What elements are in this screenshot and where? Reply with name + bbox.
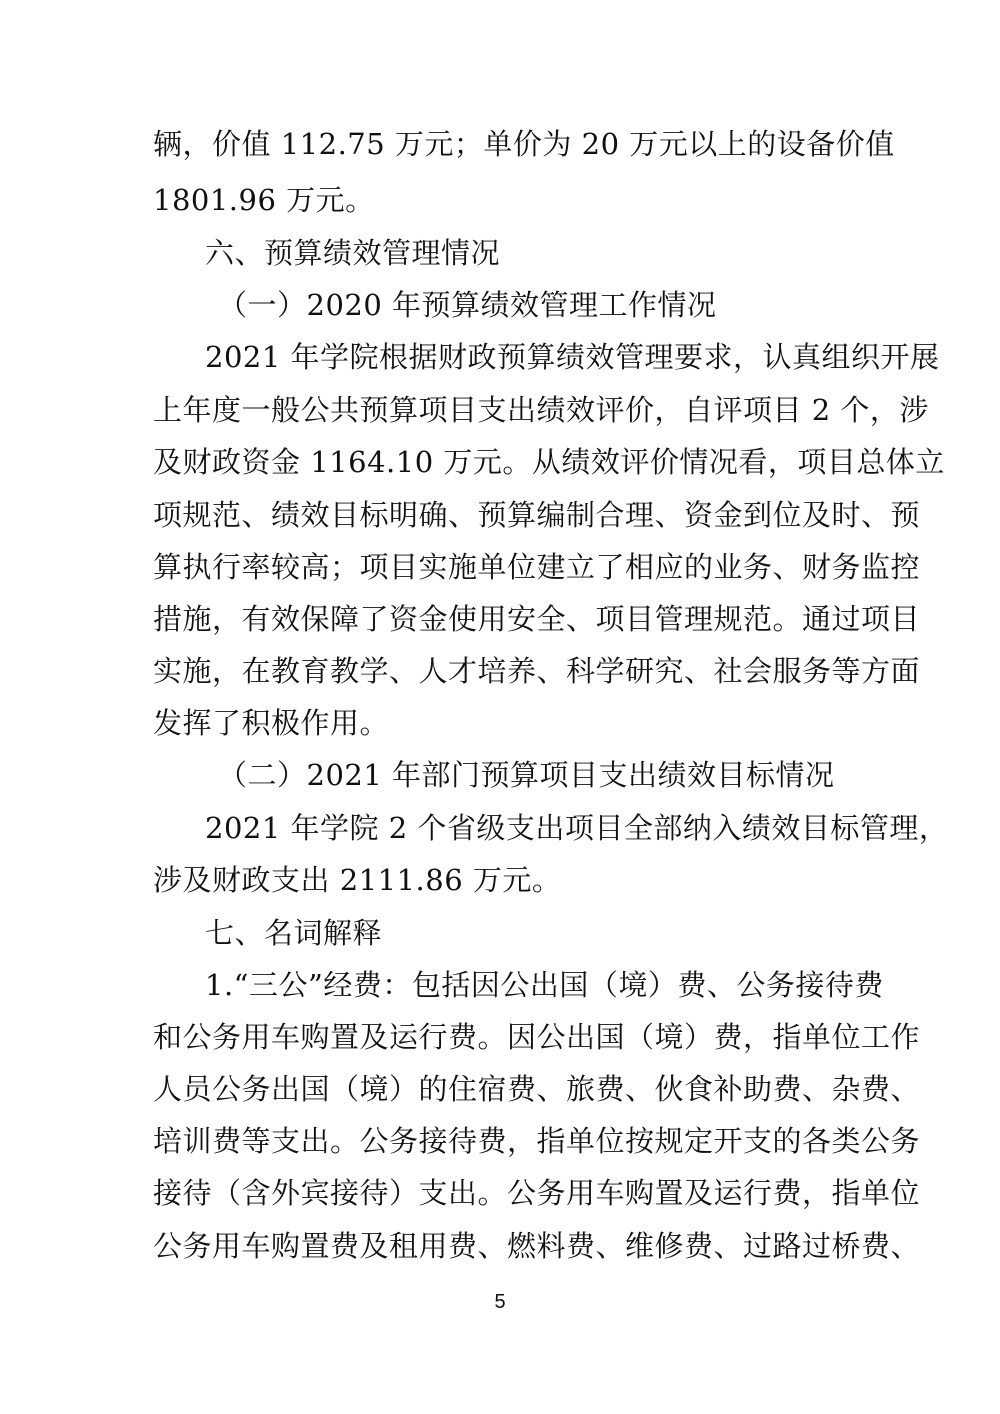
body-text-line: 公务用车购置费及租用费、燃料费、维修费、过路过桥费、 (153, 1229, 921, 1263)
body-text-line: 1801.96 万元。 (153, 183, 375, 217)
body-text-line: 及财政资金 1164.10 万元。从绩效评价情况看，项目总体立 (153, 445, 945, 479)
body-text-line: 上年度一般公共预算项目支出绩效评价，自评项目 2 个，涉 (153, 393, 929, 427)
body-text-line: 培训费等支出。公务接待费，指单位按规定开支的各类公务 (153, 1124, 921, 1158)
subsection-heading: （二）2021 年部门预算项目支出绩效目标情况 (218, 758, 835, 792)
body-text-line: 涉及财政支出 2111.86 万元。 (153, 863, 562, 897)
section-heading: 七、名词解释 (205, 916, 383, 950)
body-text-line: 辆，价值 112.75 万元；单价为 20 万元以上的设备价值 (153, 127, 895, 161)
subsection-heading: （一）2020 年预算绩效管理工作情况 (218, 288, 717, 322)
section-heading: 六、预算绩效管理情况 (205, 236, 501, 270)
body-text-line: 算执行率较高；项目实施单位建立了相应的业务、财务监控 (153, 550, 921, 584)
body-text-line: 人员公务出国（境）的住宿费、旅费、伙食补助费、杂费、 (153, 1072, 921, 1106)
body-text-line: 1.“三公”经费：包括因公出国（境）费、公务接待费 (205, 968, 884, 1002)
body-text-line: 实施，在教育教学、人才培养、科学研究、社会服务等方面 (153, 654, 921, 688)
body-text-line: 和公务用车购置及运行费。因公出国（境）费，指单位工作 (153, 1020, 921, 1054)
body-text-line: 2021 年学院根据财政预算绩效管理要求，认真组织开展 (205, 340, 940, 374)
page-number: 5 (494, 1291, 506, 1313)
body-text-line: 2021 年学院 2 个省级支出项目全部纳入绩效目标管理， (205, 811, 949, 845)
body-text-line: 措施，有效保障了资金使用安全、项目管理规范。通过项目 (153, 602, 921, 636)
body-text-line: 项规范、绩效目标明确、预算编制合理、资金到位及时、预 (153, 498, 921, 532)
body-text-line: 发挥了积极作用。 (153, 706, 390, 740)
body-text-line: 接待（含外宾接待）支出。公务用车购置及运行费，指单位 (153, 1176, 921, 1210)
